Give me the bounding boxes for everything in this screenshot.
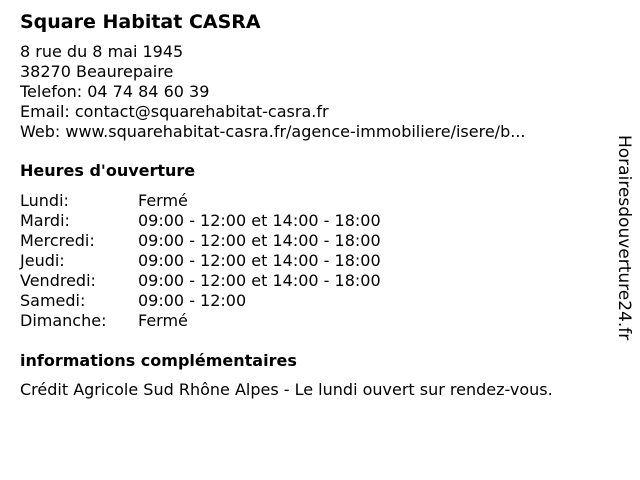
street-address: 8 rue du 8 mai 1945: [20, 42, 184, 61]
email-address: Email: contact@squarehabitat-casra.fr: [20, 102, 329, 121]
additional-info-text: Crédit Agricole Sud Rhône Alpes - Le lundi ouvert sur rendez-vous.: [20, 380, 553, 399]
day-hours: 09:00 - 12:00: [138, 291, 247, 310]
day-hours: Fermé: [138, 191, 188, 210]
day-label: Jeudi:: [20, 251, 65, 270]
hours-row-saturday: [20, 291, 610, 311]
hours-row-friday: [20, 271, 610, 291]
day-label: Mercredi:: [20, 231, 95, 250]
day-label: Dimanche:: [20, 311, 107, 330]
hours-row-sunday: [20, 311, 610, 331]
day-hours: 09:00 - 12:00 et 14:00 - 18:00: [138, 211, 381, 230]
hours-row-tuesday: [20, 211, 610, 231]
day-label: Lundi:: [20, 191, 69, 210]
day-hours: 09:00 - 12:00 et 14:00 - 18:00: [138, 231, 381, 250]
opening-hours-table: [20, 191, 610, 331]
business-name: Square Habitat CASRA: [20, 11, 261, 33]
hours-row-thursday: [20, 251, 610, 271]
day-hours: 09:00 - 12:00 et 14:00 - 18:00: [138, 251, 381, 270]
day-hours: 09:00 - 12:00 et 14:00 - 18:00: [138, 271, 381, 290]
business-card: [20, 10, 610, 400]
postal-city: 38270 Beaurepaire: [20, 62, 174, 81]
day-label: Mardi:: [20, 211, 70, 230]
day-hours: Fermé: [138, 311, 188, 330]
additional-info-heading: informations complémentaires: [20, 351, 297, 370]
opening-hours-heading: Heures d'ouverture: [20, 161, 196, 180]
phone-number: Telefon: 04 74 84 60 39: [20, 82, 210, 101]
address-block: [20, 42, 610, 142]
hours-row-wednesday: [20, 231, 610, 251]
day-label: Vendredi:: [20, 271, 96, 290]
day-label: Samedi:: [20, 291, 86, 310]
site-brand-watermark: Horairesdouverture24.fr: [614, 135, 634, 341]
website-url: Web: www.squarehabitat-casra.fr/agence-immobiliere/isere/b...: [20, 122, 526, 141]
hours-row-monday: [20, 191, 610, 211]
